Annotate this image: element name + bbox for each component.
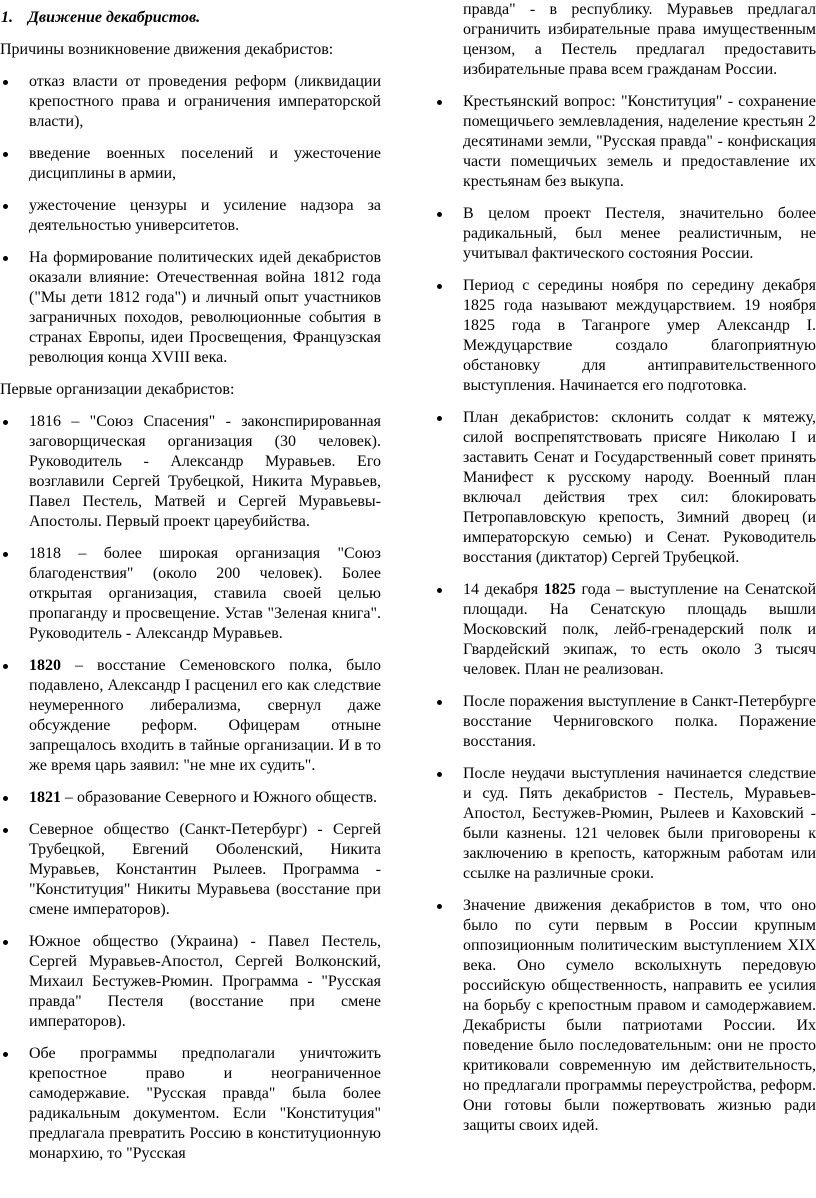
list-item-text: 1818 – более широкая организация "Союз благоденствия" (около 200 человек). Более открытая организация, ставила своей целью пропаганду и просвещение. Устав "Зеленая книга". Руководитель - Александр Муравьев. [29, 545, 381, 642]
list-item-bold: 1821 [29, 789, 61, 806]
list-item [434, 764, 816, 884]
causes-list [0, 72, 381, 368]
list-item [434, 92, 816, 192]
list-item-text: – образование Северного и Южного обществ. [61, 789, 377, 806]
bullet-icon [3, 80, 8, 85]
list-item [0, 932, 381, 1032]
list-item-text: После поражения выступление в Санкт-Петербурге восстание Черниговского полка. Поражение восстания. [463, 693, 816, 750]
bullet-icon [437, 772, 442, 777]
list-item [0, 412, 381, 532]
section-heading [1, 8, 381, 28]
causes-label: Причины возникновение движения декабристов: [0, 41, 334, 58]
bullet-icon [437, 212, 442, 217]
list-item-bold: 1820 [29, 657, 61, 674]
list-item-text: Северное общество (Санкт-Петербург) - Сергей Трубецкой, Евгений Оболенский, Никита Муравьев, Константин Рылеев. Программа - "Конституция" Никиты Муравьева (восстание при смене императоров). [29, 821, 381, 918]
bullet-icon [437, 416, 442, 421]
list-item [434, 896, 816, 1136]
list-item [434, 204, 816, 264]
list-item-text: Период с середины ноября по середину декабря 1825 года называют междуцарствием. 19 ноября 1825 года в Таганроге умер Александр I. Междуцарствие создало благоприятную обстановку для антиправительственного выступления. Начинается его подготовка. [463, 277, 816, 394]
list-item-pre: 14 декабря [463, 581, 544, 598]
bullet-icon [3, 552, 8, 557]
list-item [434, 580, 816, 680]
organizations-label: Первые организации декабристов: [0, 381, 235, 398]
list-item [0, 196, 381, 236]
bullet-icon [3, 664, 8, 669]
list-item-text: Обе программы предполагали уничтожить крепостное право и неограниченное самодержавие. "Русская правда" была более радикальным документом. Если "Конституция" предлагала превратить Россию в конституционную монархию, то "Русская [29, 1045, 381, 1162]
left-column [0, 0, 381, 1176]
list-item [0, 1044, 381, 1164]
bullet-icon [3, 1052, 8, 1057]
list-item-text: Крестьянский вопрос: "Конституция" - сохранение помещичьего землевладения, наделение крестьян 2 десятинами земли, "Русская правда" - конфискация части помещичьих земель и предоставление их крестьянам без выкупа. [463, 93, 816, 190]
list-item-text: года – выступление на Сенатской площади. На Сенатскую площадь вышли Московский полк, лейб-гренадерский полк и Гвардейский экипаж, то есть около 3 тысяч человек. План не реализован. [463, 581, 816, 678]
list-item [0, 144, 381, 184]
list-item [0, 788, 381, 808]
list-item-text: План декабристов: склонить солдат к мятежу, силой воспрепятствовать присяге Николаю I и заставить Сенат и Государственный совет принять Манифест к русскому народу. Военный план включал действия трех сил: блокировать Петропавловскую крепость, Зимний дворец (и императорскую семью) и Сенат. Руководитель восстания (диктатор) Сергей Трубецкой. [463, 409, 816, 566]
list-item-text: В целом проект Пестеля, значительно более радикальный, был менее реалистичным, не учитывал фактического состояния России. [463, 205, 816, 262]
bullet-icon [3, 796, 8, 801]
list-item [0, 72, 381, 132]
bullet-icon [3, 940, 8, 945]
bullet-icon [3, 420, 8, 425]
list-item-text: введение военных поселений и ужесточение дисциплины в армии, [29, 145, 381, 182]
organizations-list [0, 412, 381, 1164]
bullet-icon [437, 904, 442, 909]
heading-number: 1. [1, 9, 13, 26]
list-item-text: На формирование политических идей декабристов оказали влияние: Отечественная война 1812 года ("Мы дети 1812 года") и личный опыт участников заграничных походов, революционные события в странах Европы, идеи Просвещения, Французская революция конца XVIII века. [29, 249, 381, 366]
list-item-text: 1816 – "Союз Спасения" - законспирированная заговорщическая организация (30 человек). Руководитель - Александр Муравьев. Его возглавили Сергей Трубецкой, Никита Муравьев, Павел Пестель, Матвей и Сергей Муравьевы-Апостолы. Первый проект цареубийства. [29, 413, 381, 530]
list-item-text: После неудачи выступления начинается следствие и суд. Пять декабристов - Пестель, Муравьев-Апостол, Бестужев-Рюмин, Рылеев и Каховский - были казнены. 121 человек были приговорены к заключению в крепость, каторжным работам или ссылке на различные сроки. [463, 765, 816, 882]
bullet-icon [437, 100, 442, 105]
list-item-text: ужесточение цензуры и усиление надзора за деятельностью университетов. [29, 197, 381, 234]
list-item [0, 656, 381, 776]
list-item [434, 276, 816, 396]
list-item [0, 544, 381, 644]
list-item [0, 820, 381, 920]
list-item-text: – восстание Семеновского полка, было подавлено, Александр I расценил его как следствие неумеренного либерализма, свернул даже обсуждение реформ. Офицерам отныне запрещалось входить в тайные организации. И в то же время царь заявил: "не мне их судить". [29, 657, 381, 774]
bullet-icon [3, 152, 8, 157]
list-item [434, 408, 816, 568]
bullet-icon [3, 204, 8, 209]
bullet-icon [3, 828, 8, 833]
bullet-icon [437, 700, 442, 705]
continuation-text: правда" - в республику. Муравьев предлагал ограничить избирательные права имущественным цензом, а Пестель предлагал предоставить избирательные права всем гражданам России. [463, 1, 816, 78]
bullet-icon [437, 284, 442, 289]
list-item-text: Южное общество (Украина) - Павел Пестель, Сергей Муравьев-Апостол, Сергей Волконский, Михаил Бестужев-Рюмин. Программа - "Русская правда" Пестеля (восстание при смене императоров). [29, 933, 381, 1030]
list-item-text: Значение движения декабристов в том, что оно было по сути первым в России крупным оппозиционным политическим выступлением XIX века. Оно сумело всколыхнуть передовую российскую общественность, направить ее усилия на борьбу с крепостным правом и самодержавием. Декабристы были патриотами России. Их поведение было последовательным: они не просто критиковали современную им действительность, но предлагали программы переустройства, реформ. Они готовы были пожертвовать жизнью ради защиты своих идей. [463, 897, 816, 1134]
list-item [0, 248, 381, 368]
heading-title: Движение декабристов. [28, 9, 201, 26]
bullet-icon [3, 256, 8, 261]
bullet-icon [437, 588, 442, 593]
list-item [434, 692, 816, 752]
list-item-bold: 1825 [543, 581, 576, 598]
right-list [434, 92, 816, 1136]
list-item-text: отказ власти от проведения реформ (ликвидации крепостного права и ограничения императорской власти), [29, 73, 381, 130]
right-column [434, 0, 816, 1148]
